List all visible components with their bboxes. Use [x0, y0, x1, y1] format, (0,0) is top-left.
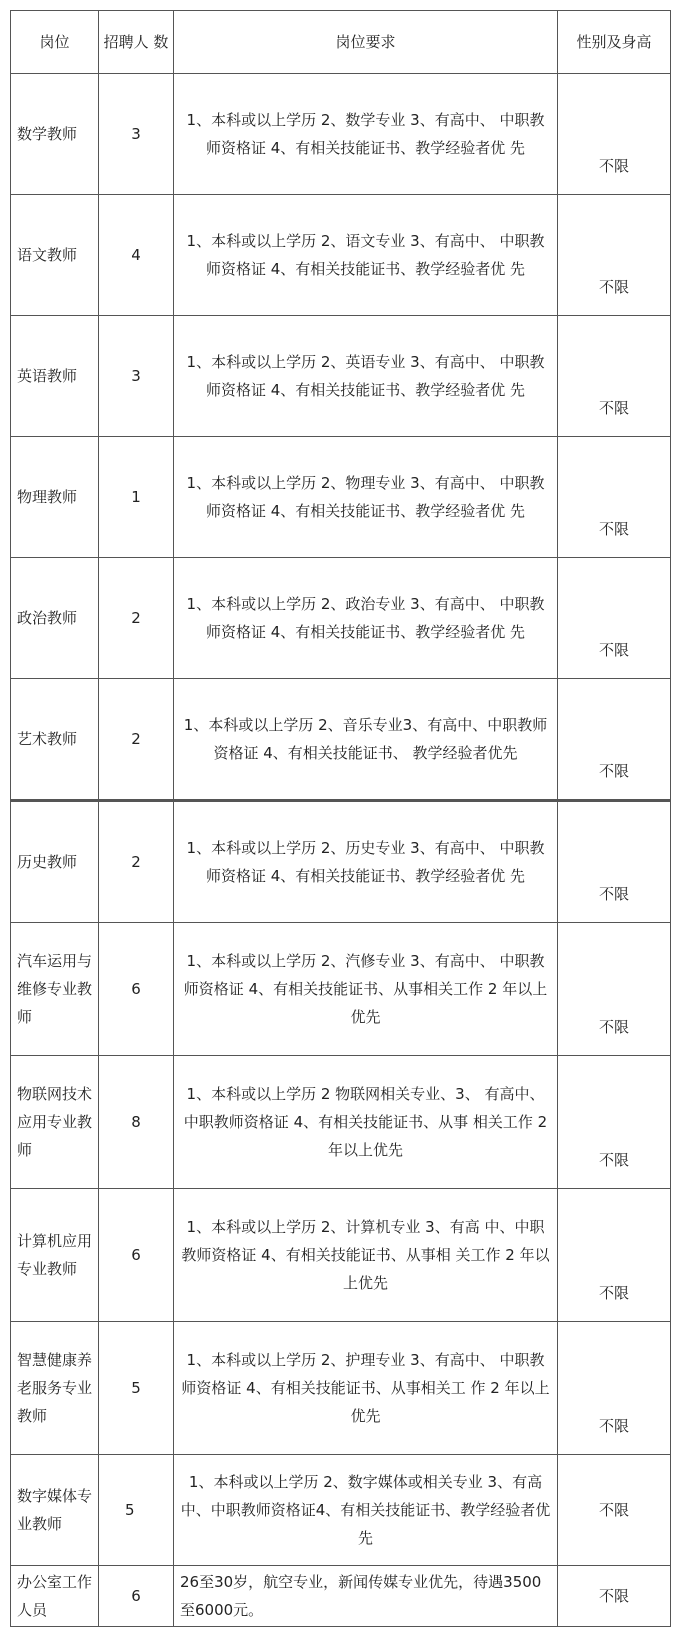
count-cell: 4	[99, 195, 174, 316]
gender-cell: 不限	[558, 1566, 671, 1627]
header-position: 岗位	[11, 11, 99, 74]
requirement-cell: 1、本科或以上学历 2、汽修专业 3、有高中、 中职教师资格证 4、有相关技能证书、从事相关工作 2 年以上优先	[174, 923, 558, 1056]
header-row	[11, 11, 671, 74]
count-cell: 8	[99, 1056, 174, 1189]
position-cell: 艺术教师	[11, 679, 99, 801]
requirement-cell: 1、本科或以上学历 2、政治专业 3、有高中、 中职教师资格证 4、有相关技能证书、教学经验者优 先	[174, 558, 558, 679]
position-cell: 计算机应用专业教师	[11, 1189, 99, 1322]
table-row	[11, 74, 671, 195]
gender-cell: 不限	[558, 923, 671, 1056]
requirement-cell: 1、本科或以上学历 2、语文专业 3、有高中、 中职教师资格证 4、有相关技能证书、教学经验者优 先	[174, 195, 558, 316]
gender-cell: 不限	[558, 679, 671, 801]
position-cell: 汽车运用与维修专业教师	[11, 923, 99, 1056]
table-row	[11, 1455, 671, 1566]
count-cell: 5	[99, 1322, 174, 1455]
gender-cell: 不限	[558, 1056, 671, 1189]
table-row	[11, 679, 671, 801]
table-row	[11, 1566, 671, 1627]
requirement-cell: 1、本科或以上学历 2、英语专业 3、有高中、 中职教师资格证 4、有相关技能证书、教学经验者优 先	[174, 316, 558, 437]
header-gender: 性别及身高	[558, 11, 671, 74]
table-row	[11, 801, 671, 923]
requirement-cell: 1、本科或以上学历 2、数字媒体或相关专业 3、有高中、中职教师资格证4、有相关技能证书、教学经验者优先	[174, 1455, 558, 1566]
gender-cell: 不限	[558, 1455, 671, 1566]
table-row	[11, 1189, 671, 1322]
table-row	[11, 1322, 671, 1455]
recruitment-table	[10, 10, 671, 1627]
gender-cell: 不限	[558, 195, 671, 316]
count-cell: 6	[99, 923, 174, 1056]
table-row	[11, 558, 671, 679]
position-cell: 办公室工作人员	[11, 1566, 99, 1627]
gender-cell: 不限	[558, 437, 671, 558]
count-cell: 1	[99, 437, 174, 558]
gender-cell: 不限	[558, 316, 671, 437]
position-cell: 数字媒体专业教师	[11, 1455, 99, 1566]
requirement-cell: 1、本科或以上学历 2、历史专业 3、有高中、 中职教师资格证 4、有相关技能证书、教学经验者优 先	[174, 801, 558, 923]
requirement-cell: 1、本科或以上学历 2、音乐专业3、有高中、中职教师资格证 4、有相关技能证书、 教学经验者优先	[174, 679, 558, 801]
position-cell: 物理教师	[11, 437, 99, 558]
position-cell: 政治教师	[11, 558, 99, 679]
table-row	[11, 195, 671, 316]
position-cell: 历史教师	[11, 801, 99, 923]
count-cell: 2	[99, 558, 174, 679]
requirement-cell: 1、本科或以上学历 2 物联网相关专业、3、 有高中、中职教师资格证 4、有相关技能证书、从事 相关工作 2 年以上优先	[174, 1056, 558, 1189]
gender-cell: 不限	[558, 1189, 671, 1322]
position-cell: 数学教师	[11, 74, 99, 195]
position-cell: 智慧健康养老服务专业教师	[11, 1322, 99, 1455]
position-cell: 语文教师	[11, 195, 99, 316]
count-cell: 6	[99, 1566, 174, 1627]
count-cell: 6	[99, 1189, 174, 1322]
requirement-cell: 1、本科或以上学历 2、护理专业 3、有高中、 中职教师资格证 4、有相关技能证书、从事相关工 作 2 年以上优先	[174, 1322, 558, 1455]
requirement-cell: 1、本科或以上学历 2、计算机专业 3、有高 中、中职教师资格证 4、有相关技能证书、从事相 关工作 2 年以上优先	[174, 1189, 558, 1322]
position-cell: 英语教师	[11, 316, 99, 437]
table-row	[11, 1056, 671, 1189]
requirement-cell: 1、本科或以上学历 2、数学专业 3、有高中、 中职教师资格证 4、有相关技能证书、教学经验者优 先	[174, 74, 558, 195]
count-cell: 5	[99, 1455, 174, 1566]
table-row	[11, 437, 671, 558]
gender-cell: 不限	[558, 1322, 671, 1455]
position-cell: 物联网技术应用专业教师	[11, 1056, 99, 1189]
count-cell: 3	[99, 74, 174, 195]
requirement-cell: 1、本科或以上学历 2、物理专业 3、有高中、 中职教师资格证 4、有相关技能证书、教学经验者优 先	[174, 437, 558, 558]
gender-cell: 不限	[558, 74, 671, 195]
header-requirement: 岗位要求	[174, 11, 558, 74]
count-cell: 2	[99, 801, 174, 923]
count-cell: 3	[99, 316, 174, 437]
gender-cell: 不限	[558, 801, 671, 923]
count-cell: 2	[99, 679, 174, 801]
table-row	[11, 923, 671, 1056]
table-row	[11, 316, 671, 437]
gender-cell: 不限	[558, 558, 671, 679]
header-count: 招聘人 数	[99, 11, 174, 74]
requirement-cell: 26至30岁，航空专业，新闻传媒专业优先，待遇3500至6000元。	[174, 1566, 558, 1627]
